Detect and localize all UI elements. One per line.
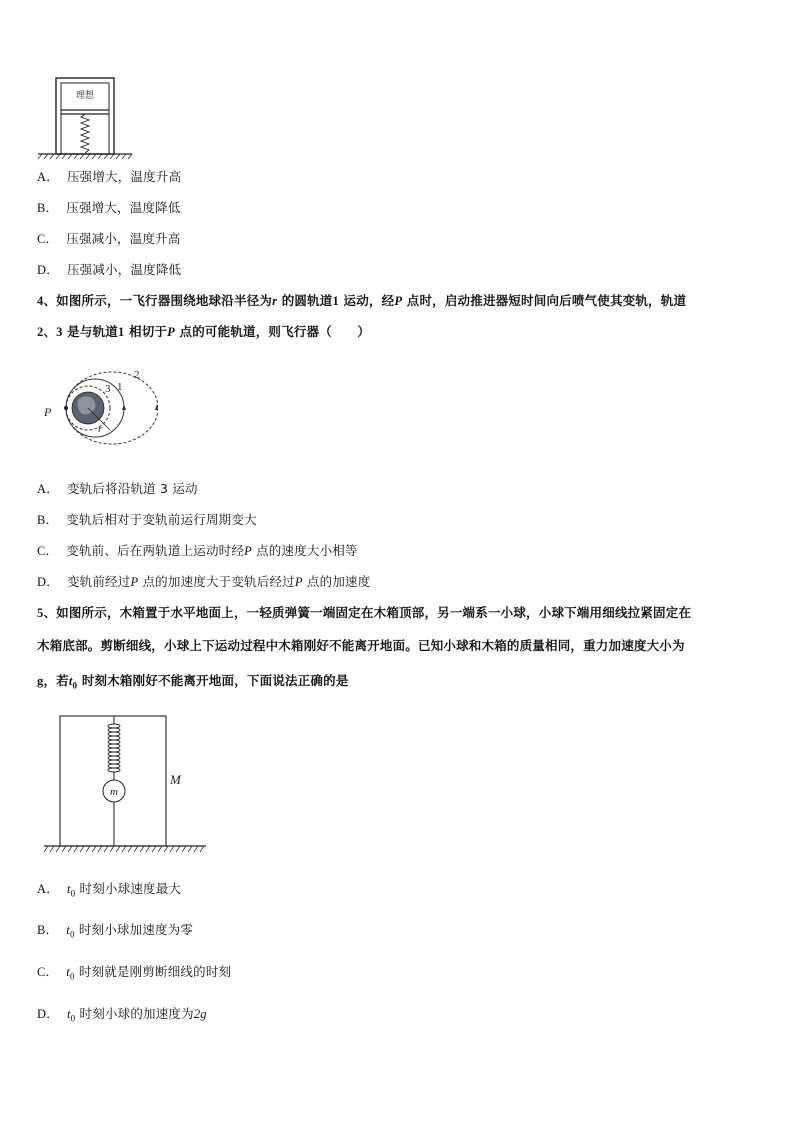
- option-text: 时刻就是刚剪断细线的时刻: [78, 964, 232, 979]
- option-letter: D．: [37, 263, 59, 277]
- figure-label-orbit-2: 2: [134, 369, 140, 381]
- figure-gas-container: [36, 74, 136, 160]
- var-P: P: [244, 544, 252, 558]
- q4-text: 是与轨道: [67, 324, 118, 339]
- q3-option-c[interactable]: [37, 229, 181, 247]
- figure-label-ideal: 理想: [75, 90, 95, 100]
- option-text: 变轨前经过: [66, 574, 131, 589]
- option-letter: A．: [37, 482, 59, 496]
- q3-option-b[interactable]: [37, 198, 181, 216]
- q4-text: 点时，启动推进器短时间向后喷气使其变轨，轨道: [406, 293, 687, 308]
- var-g: g: [37, 674, 44, 688]
- option-text: 压强减小，温度降低: [66, 262, 182, 277]
- option-text: 时刻小球速度最大: [79, 881, 182, 896]
- q4-text: 1: [332, 294, 339, 308]
- var-t0: $t_0$: [66, 882, 76, 899]
- q5-stem-line3: [37, 671, 349, 691]
- var-P: P: [394, 294, 403, 308]
- var-t0: $t_0$: [66, 923, 75, 940]
- option-text: 点的加速度大于变轨后经过: [142, 574, 295, 589]
- q4-option-d[interactable]: [37, 572, 370, 590]
- var-t0: $t_0$: [66, 1007, 76, 1024]
- var-r: r: [272, 294, 278, 308]
- option-letter: D．: [37, 575, 59, 589]
- option-text: 变轨前、后在两轨道上运动时经: [66, 543, 245, 558]
- figure-label-orbit-1: 1: [117, 381, 123, 393]
- q5-number: 5: [37, 606, 44, 620]
- var-t0: $t_0$: [68, 674, 78, 691]
- option-letter: B．: [37, 201, 59, 215]
- q5-stem-line2: [37, 636, 685, 654]
- q5-option-c[interactable]: [37, 962, 231, 982]
- q4-text: 的圆轨道: [281, 293, 333, 308]
- q4-option-b[interactable]: [37, 510, 257, 528]
- q4-text: 1: [117, 325, 125, 339]
- q3-option-d[interactable]: [37, 260, 181, 278]
- q4-stem-line2: [37, 322, 370, 340]
- q5-text: 时刻木箱刚好不能离开地面，下面说法正确的是: [81, 673, 349, 688]
- q4-text: 相切于: [129, 324, 168, 339]
- q4-text: 运动，经: [343, 293, 395, 308]
- option-letter: C．: [37, 544, 59, 558]
- var-t0: $t_0$: [66, 965, 75, 982]
- q5-option-b[interactable]: [37, 920, 193, 940]
- figure-box-spring: [44, 712, 210, 858]
- q5-text: ，若: [43, 673, 69, 688]
- option-text: 点的加速度: [306, 574, 371, 589]
- option-text: 压强减小，温度升高: [66, 231, 181, 246]
- option-text: 时刻小球的加速度为: [79, 1006, 194, 1021]
- q4-text: 2、3: [37, 325, 63, 339]
- figure-label-M: M: [170, 772, 181, 787]
- figure-label-orbit-3: 3: [105, 383, 111, 395]
- option-letter: A．: [37, 170, 59, 184]
- option-letter: D．: [37, 1007, 59, 1021]
- figure-orbits: [38, 364, 158, 452]
- q5-text: 木箱底部。剪断细线，小球上下运动过程中木箱刚好不能离开地面。已知小球和木箱的质量相同，重力加速度大小为: [37, 638, 685, 653]
- q5-option-d[interactable]: [37, 1004, 207, 1024]
- q4-option-a[interactable]: [37, 479, 198, 497]
- figure-label-m: m: [110, 786, 118, 798]
- value-2g: 2g: [193, 1007, 207, 1021]
- q5-stem-line1: [37, 603, 691, 621]
- option-text: 压强增大，温度降低: [66, 200, 181, 215]
- option-letter: B．: [37, 923, 59, 937]
- var-P: P: [167, 325, 175, 339]
- var-P: P: [294, 575, 303, 589]
- option-text: 点的速度大小相等: [256, 543, 358, 558]
- figure-label-P: P: [44, 405, 52, 419]
- q4-number: 4: [37, 294, 44, 308]
- option-letter: C．: [37, 965, 59, 979]
- q4-stem-line1: [37, 291, 686, 309]
- q3-option-a[interactable]: [37, 167, 181, 185]
- q4-text: 点的可能轨道，则飞行器（ ）: [179, 324, 371, 339]
- option-letter: C．: [37, 232, 59, 246]
- q4-option-c[interactable]: [37, 541, 358, 559]
- figure-label-r: r: [98, 423, 103, 435]
- q5-option-a[interactable]: [37, 879, 181, 899]
- q4-text: 、如图所示，一飞行器围绕地球沿半径为: [43, 293, 273, 308]
- q5-text: 、如图所示，木箱置于水平地面上，一轻质弹簧一端固定在木箱顶部，另一端系一小球，小球下端用细线拉紧固定在: [43, 605, 692, 620]
- var-P: P: [130, 575, 139, 589]
- option-letter: A．: [37, 882, 59, 896]
- option-text: 压强增大，温度升高: [66, 169, 182, 184]
- option-letter: B．: [37, 513, 59, 527]
- option-text: 变轨后将沿轨道 3 运动: [66, 481, 198, 496]
- option-text: 变轨后相对于变轨前运行周期变大: [66, 512, 257, 527]
- option-text: 时刻小球加速度为零: [78, 922, 194, 937]
